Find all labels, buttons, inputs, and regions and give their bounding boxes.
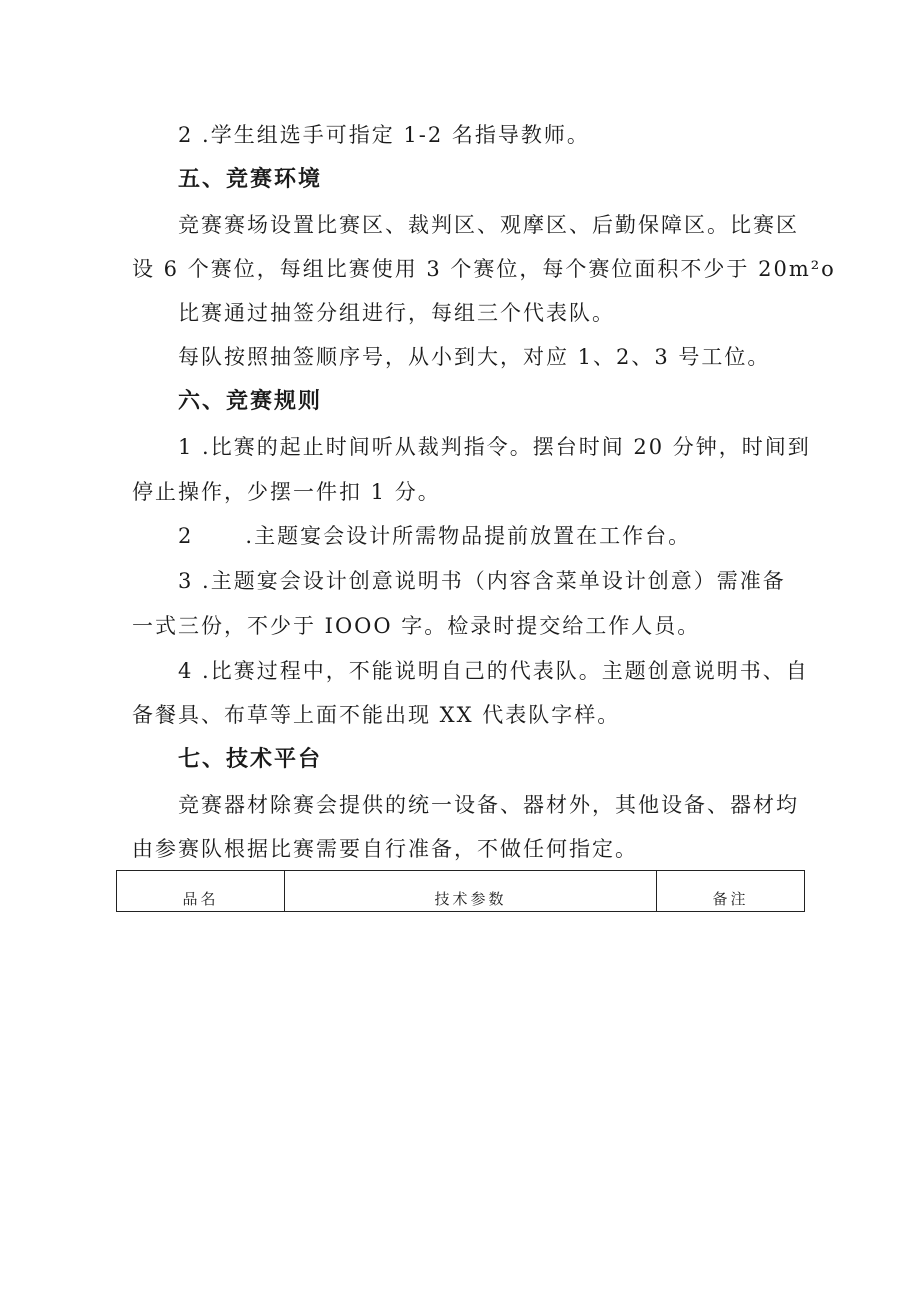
rule-4-line-1: 4 .比赛过程中，不能说明自己的代表队。主题创意说明书、自: [178, 659, 809, 683]
rule-2: 2 .主题宴会设计所需物品提前放置在工作台。: [178, 524, 692, 548]
station-paragraph: 每队按照抽签顺序号，从小到大，对应 1、2、3 号工位。: [178, 345, 771, 369]
tech-paragraph-line-1: 竞赛器材除赛会提供的统一设备、器材外，其他设备、器材均: [178, 793, 799, 817]
section-heading-tech-platform: 七、技术平台: [178, 747, 323, 772]
environment-paragraph-line-1: 竞赛赛场设置比赛区、裁判区、观摩区、后勤保障区。比赛区: [178, 213, 799, 237]
table-header-row: [117, 871, 805, 912]
header-remarks: 备注: [657, 871, 805, 912]
grouping-paragraph: 比赛通过抽签分组进行，每组三个代表队。: [178, 301, 615, 325]
rule-4-line-2: 备餐具、布草等上面不能出现 XX 代表队字样。: [132, 703, 621, 727]
equipment-table: [116, 870, 805, 912]
rule-1-line-2: 停止操作，少摆一件扣 1 分。: [132, 480, 441, 504]
tech-paragraph-line-2: 由参赛队根据比赛需要自行准备，不做任何指定。: [132, 837, 638, 861]
header-tech-params: 技术参数: [285, 871, 657, 912]
advisor-paragraph: 2 .学生组选手可指定 1-2 名指导教师。: [178, 123, 590, 147]
environment-paragraph-line-2: 设 6 个赛位，每组比赛使用 3 个赛位，每个赛位面积不少于 20m²o: [132, 257, 836, 281]
rule-3-line-1: 3 .主题宴会设计创意说明书（内容含菜单设计创意）需准备: [178, 569, 786, 593]
header-item-name: 品名: [117, 871, 285, 912]
rule-1-line-1: 1 .比赛的起止时间听从裁判指令。摆台时间 20 分钟，时间到: [178, 435, 811, 459]
section-heading-environment: 五、竞赛环境: [178, 167, 323, 192]
section-heading-rules: 六、竞赛规则: [178, 389, 323, 414]
rule-3-line-2: 一式三份，不少于 IOOO 字。检录时提交给工作人员。: [132, 614, 701, 638]
